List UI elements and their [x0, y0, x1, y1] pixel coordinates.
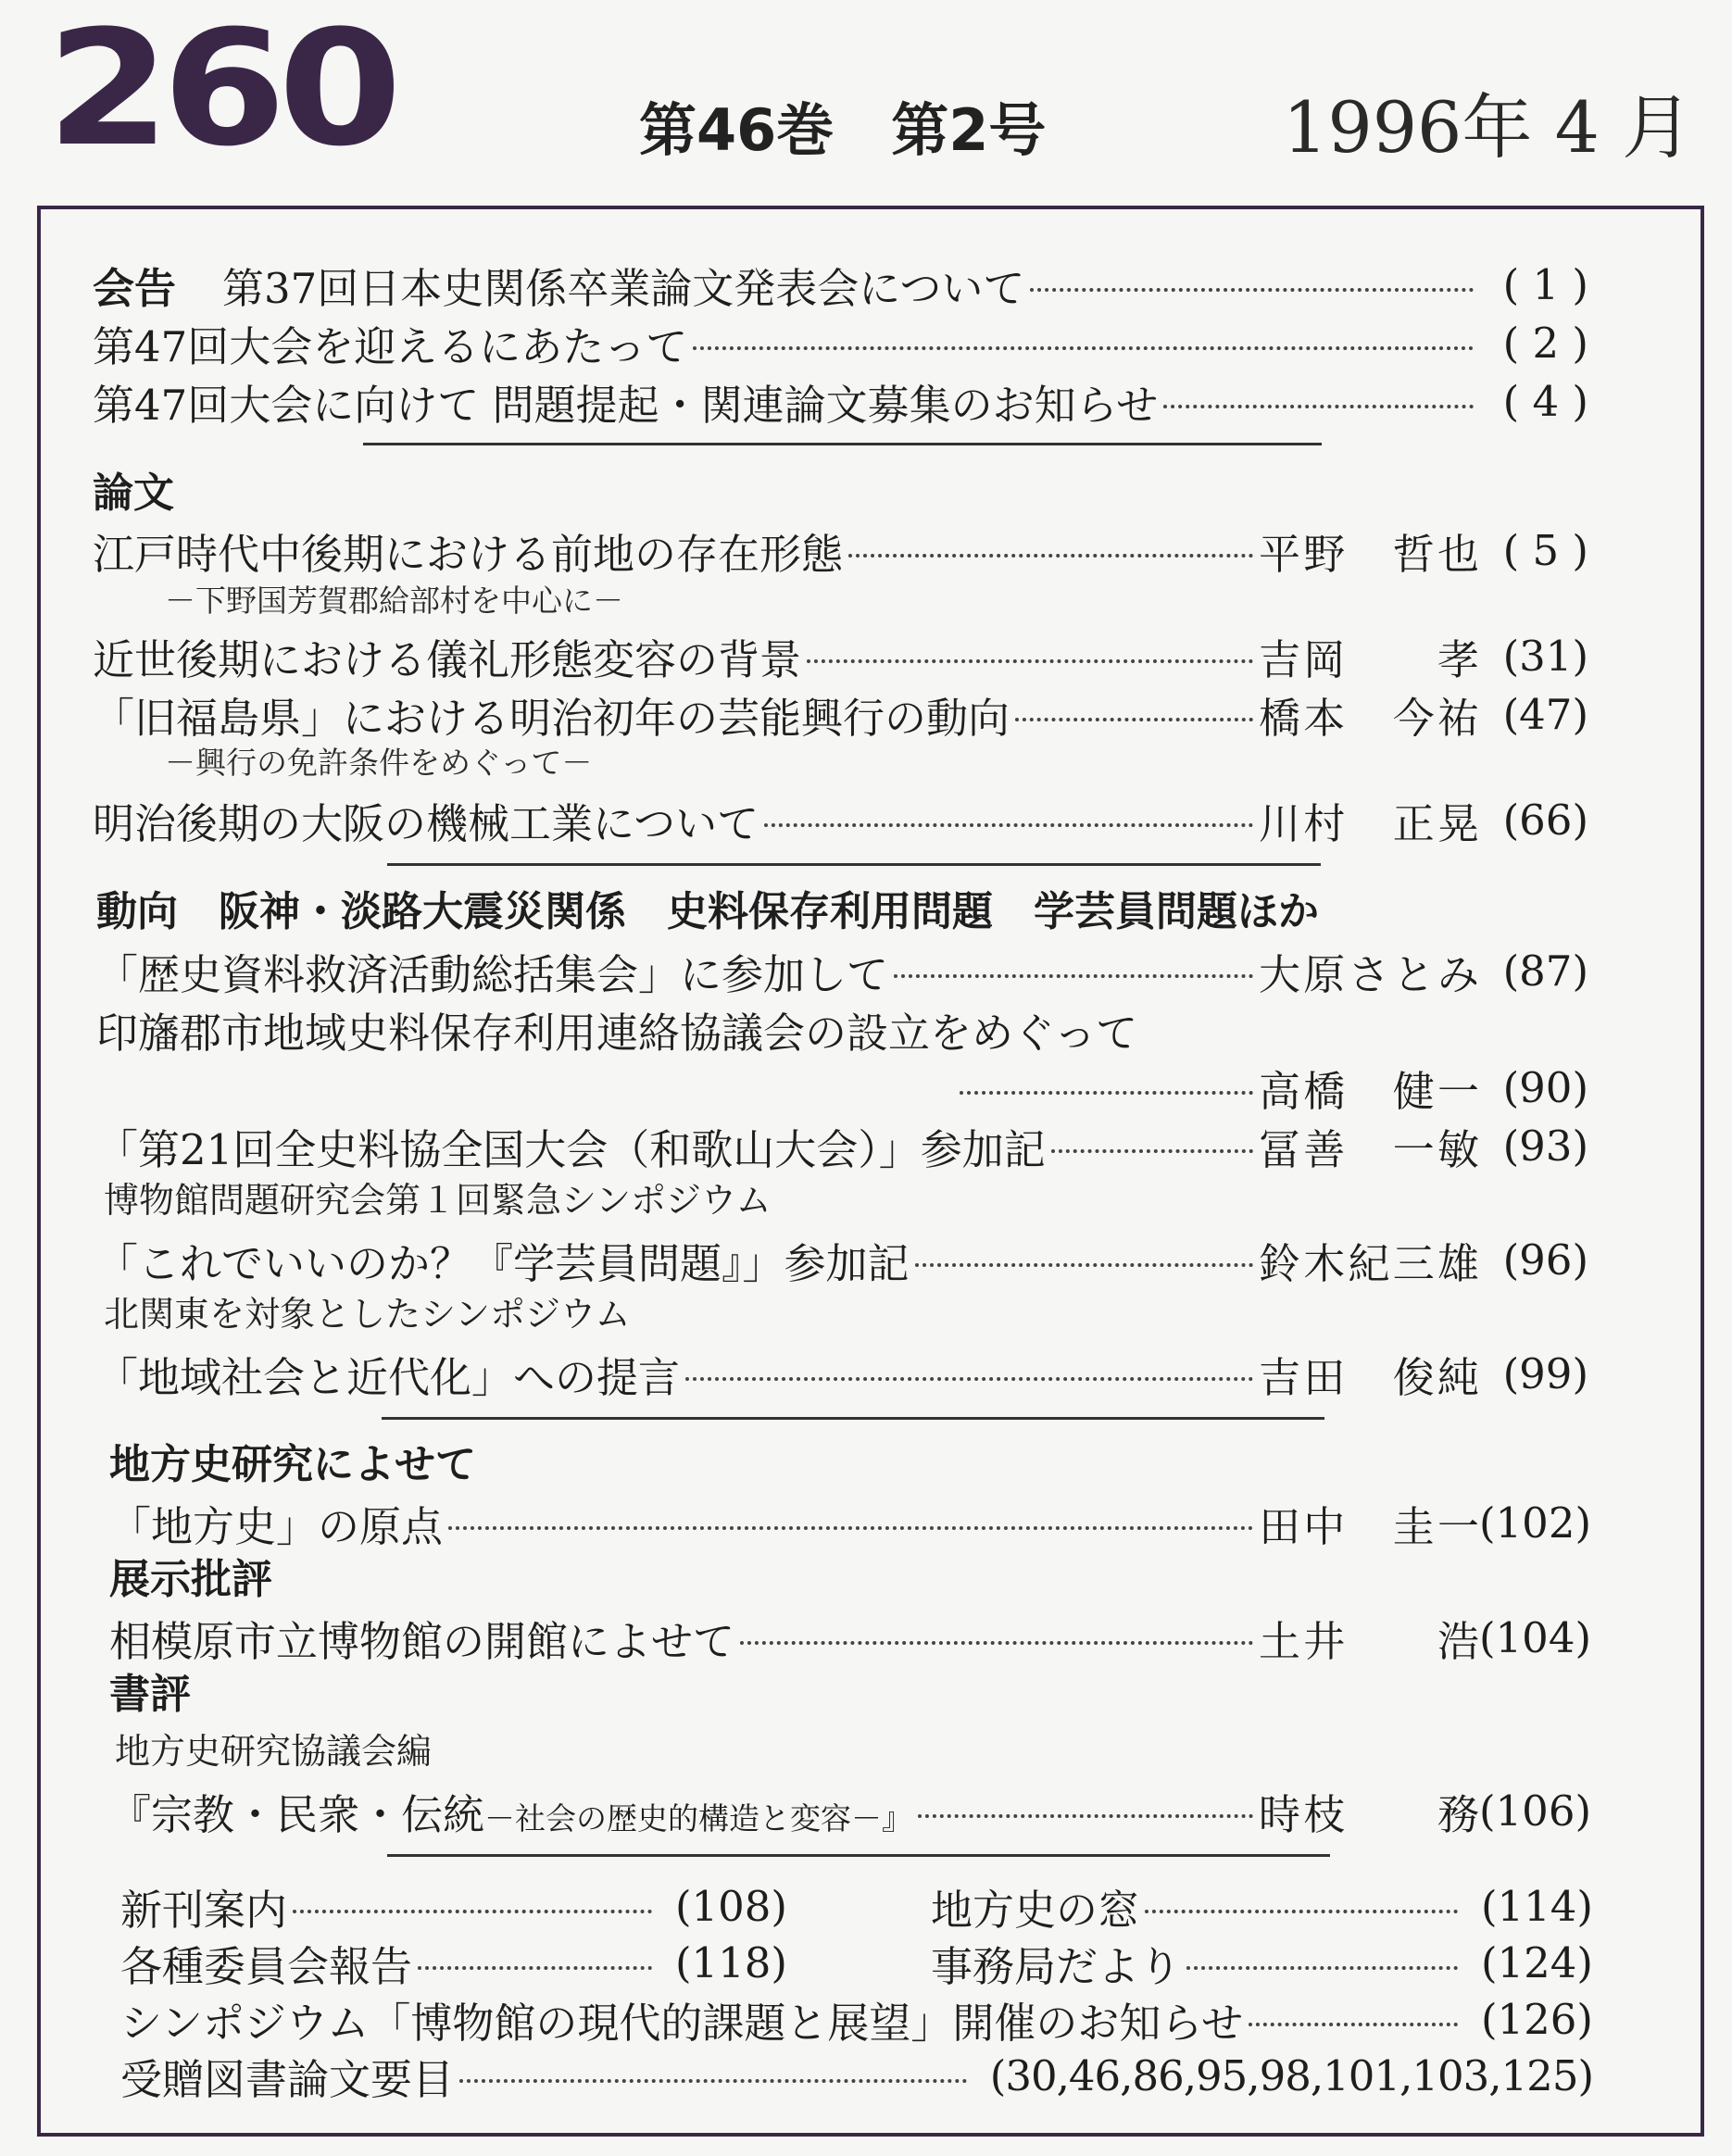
leader-dots — [807, 659, 1253, 663]
toc-entry[interactable] — [109, 1782, 1592, 1839]
toc-entry[interactable] — [120, 2047, 1593, 2104]
leader-dots — [693, 346, 1474, 350]
entry-title: 相模原市立博物館の開館によせて — [109, 1616, 735, 1666]
entry-author: 鈴木紀三雄 — [1259, 1238, 1479, 1288]
section-heading-exhibition-review: 展示批評 — [109, 1556, 272, 1603]
page-number: (104) — [1479, 1612, 1592, 1662]
issue-date: 1996年 4 月 — [1283, 86, 1693, 169]
section-label-notices: 会告 — [93, 263, 177, 313]
page-number: (102) — [1479, 1498, 1592, 1548]
page-number: (124) — [1480, 1937, 1593, 1987]
entry-title: 事務局だより — [931, 1941, 1182, 1991]
page-number: (66) — [1502, 795, 1588, 845]
section-divider — [387, 1854, 1330, 1857]
entry-title: 「第21回全史料協全国大会（和歌山大会）」参加記 — [96, 1124, 1046, 1174]
leader-dots — [459, 2079, 967, 2083]
leader-dots — [960, 1091, 1253, 1095]
entry-title: 「これでいいのか？『学芸員問題』」参加記 — [96, 1238, 910, 1288]
page-number: (87) — [1502, 946, 1588, 996]
page-number: (114) — [1480, 1881, 1593, 1931]
page-number: (118) — [674, 1937, 787, 1987]
page-number: (30,46,86,95,98,101,103,125) — [989, 2050, 1593, 2100]
page-number: (126) — [1480, 1994, 1593, 2044]
entry-title: 受贈図書論文要目 — [120, 2054, 455, 2104]
page-number: (90) — [1502, 1062, 1588, 1112]
entry-author: 平野 哲也 — [1259, 529, 1479, 579]
section-heading-trends: 動向 阪神・淡路大震災関係 史料保存利用問題 学芸員問題ほか — [96, 888, 1319, 935]
page-number: (93) — [1502, 1121, 1588, 1171]
page-number: (99) — [1502, 1348, 1588, 1398]
leader-dots — [418, 1966, 652, 1970]
leader-dots — [448, 1526, 1253, 1530]
leader-dots — [293, 1910, 652, 1913]
page-number: (47) — [1502, 689, 1588, 739]
entry-subtitle: －社会の歴史的構造と変容－』 — [484, 1799, 913, 1836]
entry-title: 『宗教・民衆・伝統 — [109, 1789, 485, 1839]
entry-title: 第47回大会を迎えるにあたって — [93, 321, 688, 371]
entry-author: 田中 圭一 — [1259, 1501, 1479, 1551]
toc-entry-continuation[interactable] — [954, 1059, 1588, 1116]
entry-title: 「地域社会と近代化」への提言 — [96, 1352, 681, 1402]
leader-dots — [1186, 1966, 1458, 1970]
entry-title: 江戸時代中後期における前地の存在形態 — [93, 529, 844, 579]
leader-dots — [1249, 2023, 1458, 2026]
leader-dots — [915, 1263, 1253, 1267]
leader-dots — [848, 554, 1253, 558]
page-number: ( 1 ) — [1502, 259, 1588, 309]
entry-subtitle: －下野国芳賀郡給部村を中心に－ — [165, 583, 623, 619]
toc-entry[interactable] — [96, 1345, 1588, 1402]
entry-title: 印旛郡市地域史料保存利用連絡協議会の設立をめぐって — [96, 1008, 1138, 1058]
toc-entry[interactable] — [120, 1877, 787, 1935]
leader-dots — [894, 974, 1253, 978]
toc-entry-title-line[interactable] — [96, 1000, 1588, 1058]
entry-title: 各種委員会報告 — [120, 1941, 413, 1991]
entry-author: 土井 浩 — [1259, 1616, 1479, 1666]
entry-title: 「歴史資料救済活動総括集会」に参加して — [96, 949, 889, 999]
section-heading-local-history: 地方史研究によせて — [109, 1441, 476, 1488]
entry-subtitle: －興行の免許条件をめぐって－ — [165, 745, 593, 781]
toc-entry[interactable] — [120, 1934, 787, 1991]
entry-preface: 地方史研究協議会編 — [115, 1731, 433, 1772]
entry-author: 吉田 俊純 — [1259, 1352, 1479, 1402]
entry-title: 明治後期の大阪の機械工業について — [93, 798, 759, 848]
leader-dots — [764, 823, 1253, 827]
page-number: (96) — [1502, 1235, 1588, 1285]
masthead — [0, 0, 1732, 194]
page-number: (31) — [1502, 631, 1588, 681]
toc-entry[interactable] — [931, 1934, 1593, 1991]
entry-title: 地方史の窓 — [931, 1885, 1140, 1935]
leader-dots — [1051, 1149, 1253, 1153]
leader-dots — [1030, 288, 1474, 292]
page-number: (108) — [674, 1881, 787, 1931]
section-divider — [387, 863, 1321, 866]
volume-number: 第46巻 第2号 — [639, 96, 1047, 164]
entry-author: 吉岡 孝 — [1259, 634, 1479, 684]
toc-entry[interactable] — [93, 314, 1588, 371]
entry-author: 冨善 一敏 — [1259, 1124, 1479, 1174]
toc-entry[interactable] — [931, 1877, 1593, 1935]
page-number: ( 5 ) — [1502, 525, 1588, 575]
section-heading-book-review: 書評 — [109, 1671, 191, 1718]
page-number: ( 4 ) — [1502, 376, 1588, 426]
toc-entry[interactable] — [93, 372, 1588, 430]
section-divider — [382, 1417, 1324, 1420]
toc-entry[interactable] — [93, 685, 1588, 743]
entry-preface: 博物館問題研究会第１回緊急シンポジウム — [104, 1180, 772, 1221]
entry-author: 橋本 今祐 — [1259, 693, 1479, 743]
leader-dots — [1015, 718, 1253, 721]
toc-entry[interactable] — [96, 1231, 1588, 1288]
entry-title: 近世後期における儀礼形態変容の背景 — [93, 634, 802, 684]
toc-entry[interactable] — [93, 521, 1588, 579]
section-divider — [363, 443, 1322, 445]
toc-entry[interactable] — [109, 1494, 1592, 1551]
page-number: (106) — [1479, 1786, 1592, 1836]
section-heading-articles: 論文 — [93, 470, 174, 517]
toc-entry[interactable] — [96, 1117, 1588, 1174]
leader-dots — [740, 1641, 1253, 1645]
entry-author: 高橋 健一 — [1259, 1066, 1479, 1116]
leader-dots — [685, 1377, 1253, 1381]
toc-entry[interactable] — [93, 256, 1588, 313]
entry-preface: 北関東を対象としたシンポジウム — [104, 1294, 631, 1335]
entry-title: 「旧福島県」における明治初年の芸能興行の動向 — [93, 693, 1010, 743]
entry-title: 第47回大会に向けて 問題提起・関連論文募集のお知らせ — [93, 380, 1159, 430]
entry-author: 時枝 務 — [1259, 1789, 1479, 1839]
issue-number: 260 — [46, 0, 395, 182]
entry-title: 「地方史」の原点 — [109, 1501, 444, 1551]
toc-entry[interactable] — [93, 627, 1588, 684]
entry-author: 川村 正晃 — [1259, 798, 1479, 848]
toc-entry[interactable] — [109, 1609, 1592, 1666]
leader-dots — [918, 1814, 1253, 1818]
page-number: ( 2 ) — [1502, 318, 1588, 368]
toc-entry[interactable] — [93, 791, 1588, 848]
entry-author: 大原さとみ — [1259, 949, 1479, 999]
toc-entry[interactable] — [120, 1990, 1593, 2048]
toc-entry[interactable] — [96, 942, 1588, 999]
entry-title: 第37回日本史関係卒業論文発表会について — [222, 263, 1025, 313]
leader-dots — [1145, 1910, 1458, 1913]
leader-dots — [1163, 405, 1474, 408]
entry-title: 新刊案内 — [120, 1885, 288, 1935]
entry-title: シンポジウム「博物館の現代的課題と展望」開催のお知らせ — [120, 1998, 1244, 2048]
